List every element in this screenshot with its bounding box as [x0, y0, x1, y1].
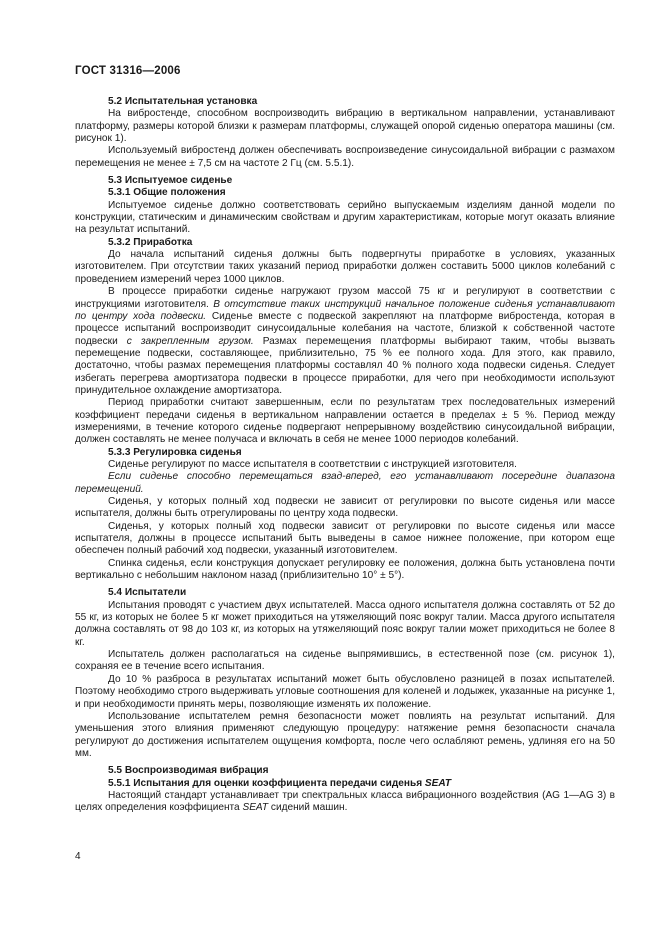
paragraph: Сиденье регулируют по массе испытателя в соответствии с инструкцией изготовителя.: [108, 458, 517, 470]
paragraph: Спинка сиденья, если конструкция допускает регулировку ее положения, должна быть установлена почти вертикально с небольшим наклоном назад (приблизительно 10° ± 5°).: [75, 557, 615, 582]
paragraph: [75, 790, 615, 815]
paragraph: Испытуемое сиденье должно соответствовать серийно выпускаемым изделиям данной модели по конструкции, статическим и динамическим свойствам и другим характеристикам, которые могут оказать влияние на результат испытаний.: [75, 199, 615, 236]
paragraph: Сиденья, у которых полный ход подвески не зависит от регулировки по высоте сиденья или массе испытателя, должны быть отрегулированы по центру хода подвески.: [75, 496, 615, 520]
paragraph: На вибростенде, способном воспроизводить вибрацию в вертикальном направлении, устанавливают платформу, размеры которой близки к размерам платформы, служащей опорой сиденью оператора машины (см. рисунок 1).: [75, 108, 615, 145]
italic-text-run: В отсутствие таких инструкций начальное положение сиденья устанавливают по центру хода подвески.: [75, 298, 615, 322]
paragraph: Испытания проводят с участием двух испытателей. Масса одного испытателя должна составлять от 52 до 55 кг, из которых не более 5 кг может приходиться на утяжеляющий пояс вокруг талии. Масса другого испытателя должна составлять от 98 до 103 кг, из которых на утяжеляющий пояс вокруг талии может приходиться не более 8 кг.: [75, 599, 615, 648]
text-run: Сиденье вместе с подвеской закрепляют на платформе вибростенда, которая в процессе испытаний воспроизводит синусоидальные колебания на частоте, близкой к собственной частоте подвески: [75, 310, 615, 347]
paragraph: [75, 286, 615, 397]
italic-text-run: SEAT: [424, 777, 452, 789]
paragraph: Сиденья, у которых полный ход подвески зависит от регулировки по высоте сиденья или массе испытателя, должны в процессе испытаний быть выведены в самое нижнее положение, при котором еще обеспечен полный рабочий ход подвески, указанный изготовителем.: [75, 520, 615, 557]
paragraph: Испытатель должен располагаться на сиденье выпрямившись, в естественной позе (см. рисунок 1), сохраняя ее в течение всего испытания.: [75, 649, 615, 673]
paragraph: Используемый вибростенд должен обеспечивать воспроизведение синусоидальной вибрации с размахом перемещения не менее ± 7,5 см на частоте 2 Гц (см. 5.5.1).: [75, 145, 615, 169]
text-run: Настоящий стандарт устанавливает три спектральных класса вибрационного воздействия (AG 1—AG 3) в целях определения коэффициента: [75, 789, 615, 814]
italic-text-run: с закрепленным грузом.: [126, 335, 254, 347]
paragraph: Использование испытателем ремня безопасности может повлиять на результат испытаний. Для уменьшения этого влияния применяют следующую процедуру: натяжение ремня безопасности сначала регулируют до достижения испытателем ощущения комфорта, после чего ослабляют ремень, удлиняя его на 50 мм.: [75, 710, 615, 759]
text-run: Размах перемещения платформы выбирают таким, чтобы вызвать перемещение подвески, составляющее, приблизительно, 75 % ее полного хода. Для этого, как правило, достаточно, чтобы размах перемещения платформы составлял 40 % полного хода подвески сиденья. Следует избегать перегрева амортизатора подвески в процессе приработки, для чего при необходимости используют принудительное охлаждение амортизатора.: [75, 335, 615, 396]
document-body: [75, 96, 615, 815]
paragraph: Период приработки считают завершенным, если по результатам трех последовательных измерений коэффициент передачи сиденья в вертикальном направлении остается в пределах ± 5 %. Период между измерениями, в течение которого сиденье подвергают непрерывному воздействию синусоидальной вибрации, должен составлять не менее получаса и включать в себя не менее 1000 периодов колебаний.: [75, 397, 615, 446]
section-5-3-2-title: 5.3.2 Приработка: [108, 236, 193, 248]
italic-text-run: SEAT: [242, 802, 269, 814]
paragraph: До начала испытаний сиденья должны быть подвергнуты приработке в условиях, указанных изготовителем. При отсутствии таких указаний период приработки должен составить 5000 циклов колебаний с проведением измерений через 1000 циклов.: [75, 249, 615, 285]
section-5-3-title: 5.3 Испытуемое сиденье: [108, 175, 233, 187]
paragraph: Если сиденье способно перемещаться взад-вперед, его устанавливают посередине диапазона перемещений.: [75, 471, 615, 495]
section-5-2-title: 5.2 Испытательная установка: [108, 96, 258, 107]
text-run: В процессе приработки сиденье нагружают грузом массой 75 кг и регулируют в соответствии с инструкциями изготовителя.: [75, 286, 615, 310]
document-header: ГОСТ 31316—2006: [75, 65, 181, 77]
text-run: сидений машин.: [268, 802, 348, 814]
section-5-3-1-title: 5.3.1 Общие положения: [108, 187, 226, 199]
section-5-5-1-title: [75, 778, 615, 790]
section-5-3-3-title: 5.3.3 Регулировка сиденья: [108, 446, 242, 458]
page-number: 4: [75, 851, 81, 862]
section-5-5-title: 5.5 Воспроизводимая вибрация: [108, 765, 269, 777]
section-5-4-title: 5.4 Испытатели: [108, 587, 187, 599]
paragraph: До 10 % разброса в результатах испытаний может быть обусловлено разницей в позах испытателей. Поэтому необходимо строго выдерживать угловые соотношения для коленей и лодыжек, указанные на рисунке 1, и при необходимости принять меры, позволяющие изменять их положение.: [75, 673, 615, 710]
text-run: 5.5.1 Испытания для оценки коэффициента передачи сиденья: [108, 777, 425, 789]
